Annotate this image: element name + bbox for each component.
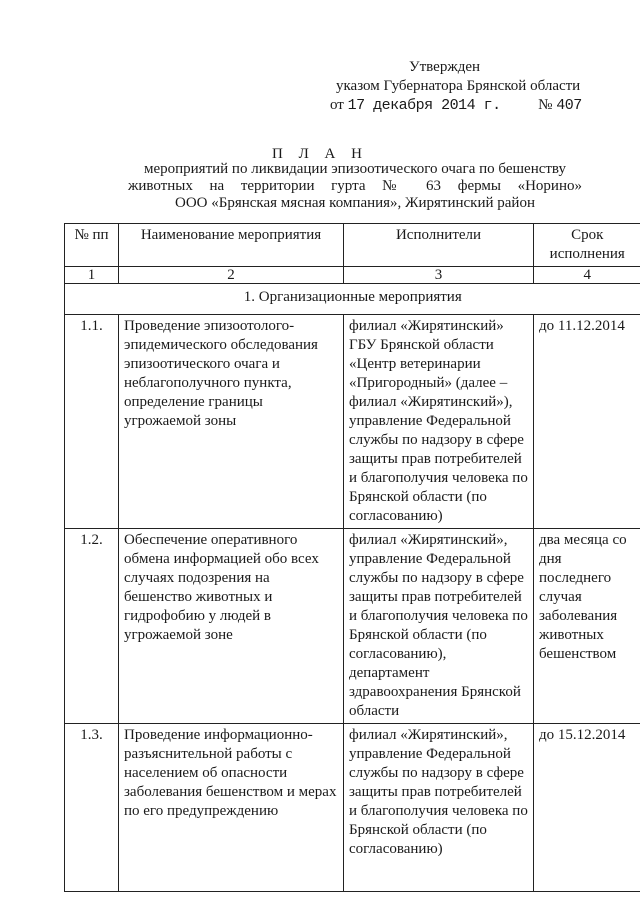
header-executors: Исполнители — [344, 224, 534, 267]
column-number-4: 4 — [534, 267, 640, 284]
document-title: П Л А Н — [272, 146, 368, 162]
approval-title: Утвержден — [409, 59, 481, 75]
column-number-1: 1 — [65, 267, 119, 284]
header-deadline: Срок исполнения — [534, 224, 640, 267]
subtitle-line-1: мероприятий по ликвидации эпизоотического очага по бешенству — [143, 161, 567, 177]
document-subtitle — [128, 161, 582, 212]
row-deadline: до 11.12.2014 — [534, 315, 640, 529]
row-name: Обеспечение оперативного обмена информацией обо всех случаях подозрения на бешенство животных и гидрофобию у людей в угрожаемой зоне — [119, 529, 344, 724]
row-name: Проведение информационно-разъяснительной работы с населением об опасности заболевания бешенством и мерах по его предупреждению — [119, 724, 344, 892]
row-number: 1.2. — [65, 529, 119, 724]
row-executors: филиал «Жирятинский», управление Федеральной службы по надзору в сфере защиты прав потребителей и благополучия человека по Брянской области (по согласованию) — [344, 724, 534, 892]
approval-stamp — [330, 58, 582, 115]
table-row — [65, 724, 640, 892]
approval-date-line — [330, 96, 582, 115]
approval-decree: указом Губернатора Брянской области — [336, 78, 581, 94]
header-name: Наименование мероприятия — [119, 224, 344, 267]
table-row — [65, 529, 640, 724]
table-row — [65, 315, 640, 529]
subtitle-line-2: животных на территории гурта № 63 фермы «Норино» — [128, 178, 582, 194]
subtitle-line-3: ООО «Брянская мясная компания», Жирятинский район — [174, 195, 535, 211]
approval-date: 17 декабря 2014 г. — [347, 97, 501, 114]
plan-table — [64, 223, 640, 892]
row-deadline: до 15.12.2014 — [534, 724, 640, 892]
approval-number-prefix: № — [538, 97, 553, 113]
approval-number: 407 — [556, 97, 582, 114]
approval-date-prefix: от — [330, 97, 344, 113]
row-name: Проведение эпизоотолого-эпидемического обследования эпизоотического очага и неблагополучного пункта, определение границы угрожаемой зоны — [119, 315, 344, 529]
row-number: 1.1. — [65, 315, 119, 529]
column-number-3: 3 — [344, 267, 534, 284]
table-column-numbers — [65, 267, 640, 284]
header-number: № пп — [65, 224, 119, 267]
section-title: 1. Организационные мероприятия — [65, 284, 640, 315]
row-executors: филиал «Жирятинский», управление Федеральной службы по надзору в сфере защиты прав потребителей и благополучия человека по Брянской области (по согласованию), департамент здравоохранения Брянской области — [344, 529, 534, 724]
column-number-2: 2 — [119, 267, 344, 284]
row-deadline: два месяца со дня последнего случая заболевания животных бешенством — [534, 529, 640, 724]
section-row — [65, 284, 640, 315]
row-number: 1.3. — [65, 724, 119, 892]
table-header-row — [65, 224, 640, 267]
row-executors: филиал «Жирятинский» ГБУ Брянской области «Центр ветеринарии «Пригородный» (далее – филиал «Жирятинский»), управление Федеральной службы по надзору в сфере защиты прав потребителей и благополучия человека по Брянской области (по согласованию) — [344, 315, 534, 529]
